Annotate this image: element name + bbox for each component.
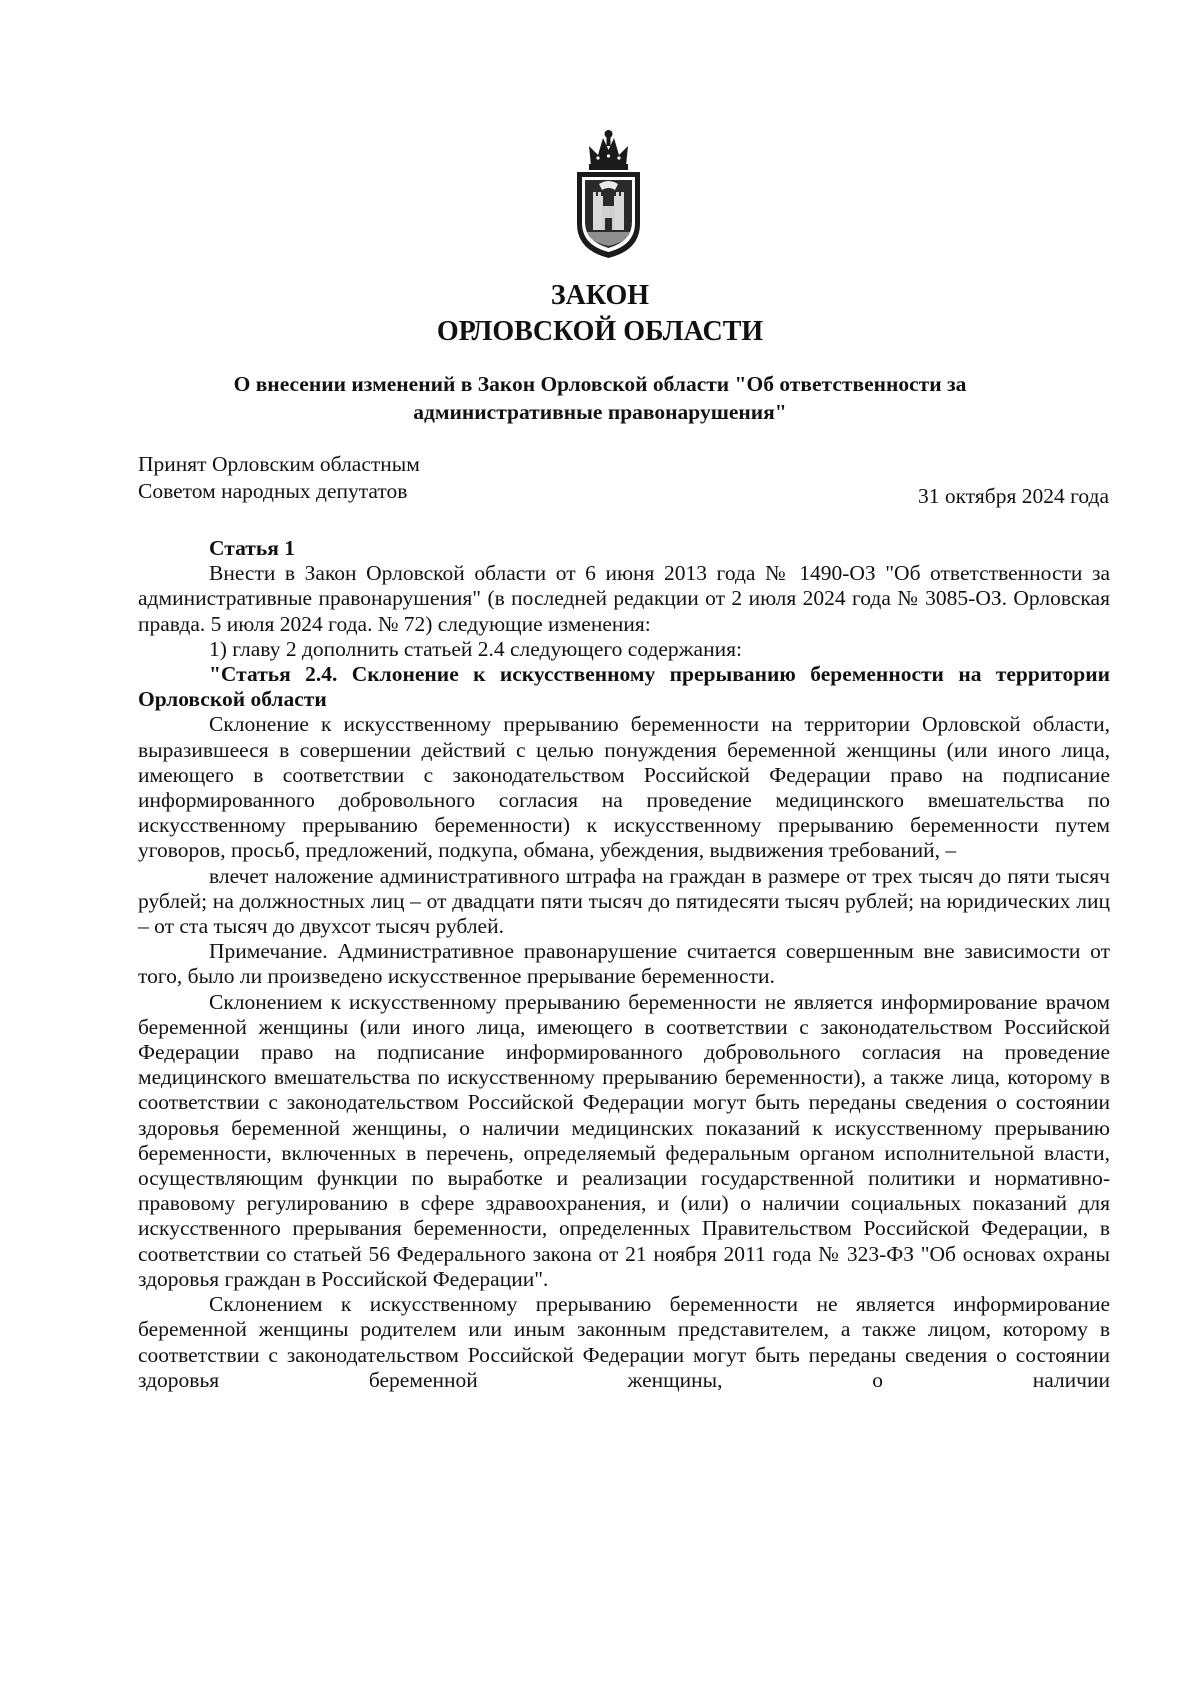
paragraph: влечет наложение административного штрафа на граждан в размере от трех тысяч до пяти тысяч рублей; на должностных лиц – от двадцати пяти тысяч до пятидесяти тысяч рублей; на юридических лиц – от ста тысяч до двухсот тысяч рублей. — [138, 863, 1110, 939]
paragraph: Склонением к искусственному прерыванию беременности не является информирование врачом беременной женщины (или иного лица, имеющего в соответствии с законодательством Российской Федерации право на подписание информированного добровольного согласия на проведение медицинского вмешательства по искусственному прерыванию беременности), а также лица, которому в соответствии с законодательством Российской Федерации могут быть переданы сведения о состоянии здоровья беременной женщины, о наличии медицинских показаний к искусственному прерыванию беременности, включенных в перечень, определяемый федеральным органом исполнительной власти, осуществляющим функции по выработке и реализации государственной политики и нормативно-правовому регулированию в сфере здравоохранения, и (или) о наличии социальных показаний для искусственного прерывания беременности, определенных Правительством Российской Федерации, в соответствии со статьей 56 Федерального закона от 21 ноября 2011 года № 323-ФЗ "Об основах охраны здоровья граждан в Российской Федерации". — [138, 989, 1110, 1291]
document-type-title: ЗАКОН — [550, 280, 650, 311]
coat-of-arms-icon — [571, 128, 646, 260]
paragraph: Внести в Закон Орловской области от 6 июня 2013 года № 1490-ОЗ "Об ответственности за административные правонарушения" (в последней редакции от 2 июля 2024 года № 3085-ОЗ. Орловская правда. 5 июля 2024 года. № 72) следующие изменения: — [138, 561, 1110, 636]
paragraph: Примечание. Административное правонарушение считается совершенным вне зависимости от того, было ли произведено искусственное прерывание беременности. — [138, 939, 1110, 989]
adoption-line-1: Принят Орловским областным — [138, 452, 420, 476]
paragraph: 1) главу 2 дополнить статьей 2.4 следующего содержания: — [209, 636, 742, 661]
adoption-line-2: Советом народных депутатов — [138, 479, 408, 503]
paragraph: Склонение к искусственному прерыванию беременности на территории Орловской области, выразившееся в совершении действий с целью понуждения беременной женщины (или иного лица, имеющего в соответствии с законодательством Российской Федерации право на подписание информированного добровольного согласия на проведение медицинского вмешательства по искусственному прерыванию беременности) к искусственному прерыванию беременности путем уговоров, просьб, предложений, подкупа, обмана, убеждения, выдвижения требований, – — [138, 712, 1110, 863]
law-subtitle: О внесении изменений в Закон Орловской области "Об ответственности за административные правонарушения" — [233, 372, 967, 424]
adoption-date: 31 октября 2024 года — [917, 484, 1109, 508]
adoption-info — [138, 451, 420, 505]
paragraph: Склонением к искусственному прерыванию беременности не является информирование беременной женщины родителем или иным законным представителем, а также лицом, которому в соответствии с законодательством Российской Федерации могут быть переданы сведения о состоянии здоровья беременной женщины, о наличии — [138, 1292, 1110, 1392]
article-2-4-heading: "Статья 2.4. Склонение к искусственному прерыванию беременности на территории Орловской области — [138, 662, 1110, 712]
law-body — [138, 536, 1110, 1393]
article-heading: Статья 1 — [209, 536, 295, 560]
region-title: ОРЛОВСКОЙ ОБЛАСТИ — [436, 316, 764, 347]
